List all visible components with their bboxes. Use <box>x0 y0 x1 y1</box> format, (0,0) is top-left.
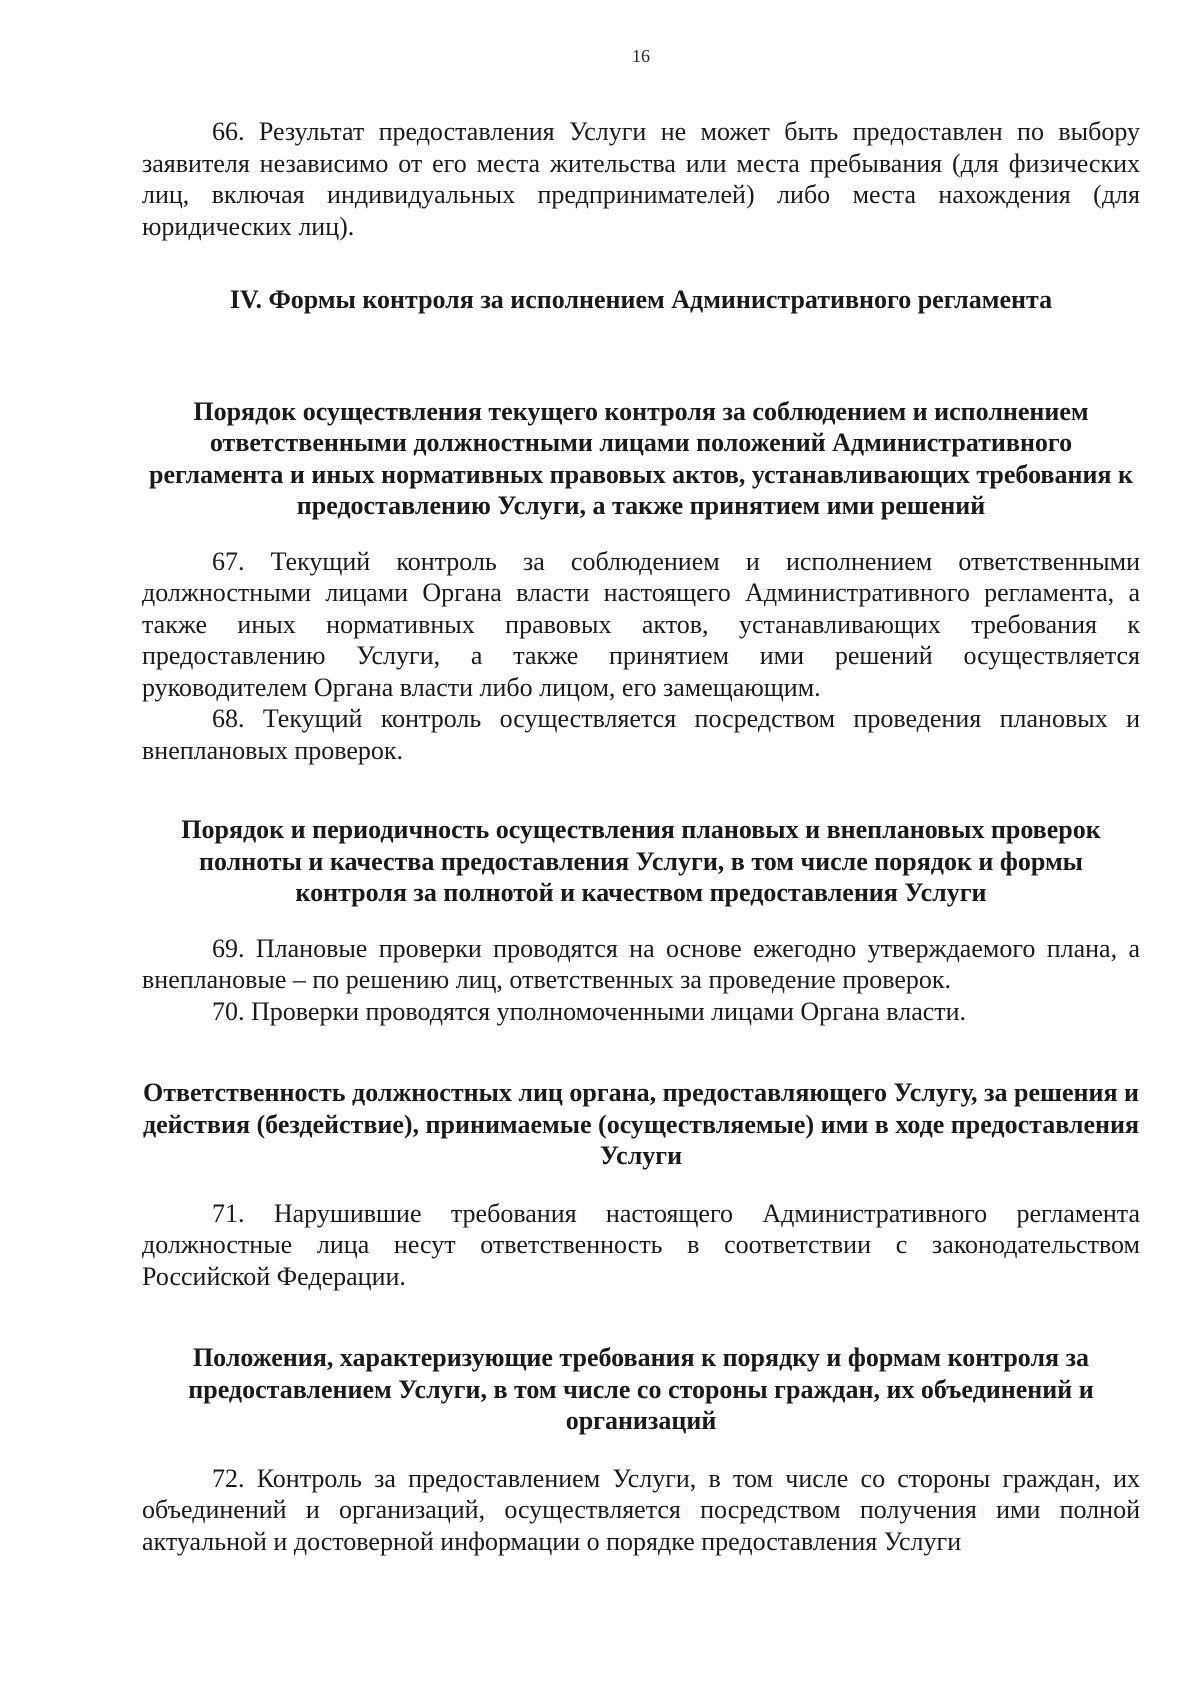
section-heading-iv: IV. Формы контроля за исполнением Административного регламента <box>229 285 1053 314</box>
spacer <box>142 522 1140 546</box>
paragraph-68: 68. Текущий контроль осуществляется посредством проведения плановых и внеплановых проверок. <box>142 704 1140 765</box>
spacer <box>142 1027 1140 1077</box>
spacer <box>142 1292 1140 1342</box>
page-number: 16 <box>632 46 650 66</box>
subsection-heading-provisions: Положения, характеризующие требования к порядку и формам контроля за предоставлением Услуги, в том числе со стороны граждан, их объединений и организаций <box>188 1343 1094 1435</box>
spacer <box>142 766 1140 814</box>
spacer <box>142 909 1140 933</box>
subsection-heading-current-control: Порядок осуществления текущего контроля за соблюдением и исполнением ответственными должностными лицами положений Административного регламента и иных нормативных правовых актов, устанавливающих требования к предоставлению Услуги, а также принятием ими решений <box>149 396 1133 520</box>
paragraph-72: 72. Контроль за предоставлением Услуги, в том числе со стороны граждан, их объединений и организаций, осуществляется посредством получения ими полной актуальной и достоверной информации о порядке предоставления Услуги <box>142 1463 1140 1556</box>
subsection-heading-responsibility: Ответственность должностных лиц органа, предоставляющего Услугу, за решения и действия (бездействие), принимаемые (осуществляемые) ими в ходе предоставления Услуги <box>142 1078 1140 1170</box>
spacer <box>142 316 1140 396</box>
spacer <box>142 1172 1140 1198</box>
paragraph-66: 66. Результат предоставления Услуги не может быть предоставлен по выбору заявителя независимо от его места жительства или места пребывания (для физических лиц, включая индивидуальных предпринимателей) либо места нахождения (для юридических лиц). <box>142 117 1140 241</box>
paragraph-71: 71. Нарушившие требования настоящего Административного регламента должностные лица несут ответственность в соответствии с законодательством Российской Федерации. <box>142 1198 1140 1291</box>
paragraph-69: 69. Плановые проверки проводятся на основе ежегодно утверждаемого плана, а внеплановые – по решению лиц, ответственных за проведение проверок. <box>142 933 1140 994</box>
paragraph-67: 67. Текущий контроль за соблюдением и исполнением ответственными должностными лицами Органа власти настоящего Административного регламента, а также иных нормативных правовых актов, устанавливающих требования к предоставлению Услуги, а также принятием ими решений осуществляется руководителем Органа власти либо лицом, его замещающим. <box>142 546 1140 702</box>
subsection-heading-inspections: Порядок и периодичность осуществления плановых и внеплановых проверок полноты и качества предоставления Услуги, в том числе порядок и формы контроля за полнотой и качеством предоставления Услуги <box>181 815 1101 907</box>
spacer <box>142 242 1140 284</box>
spacer <box>142 1437 1140 1463</box>
document-body <box>142 116 1140 1557</box>
paragraph-70: 70. Проверки проводятся уполномоченными лицами Органа власти. <box>212 996 967 1026</box>
